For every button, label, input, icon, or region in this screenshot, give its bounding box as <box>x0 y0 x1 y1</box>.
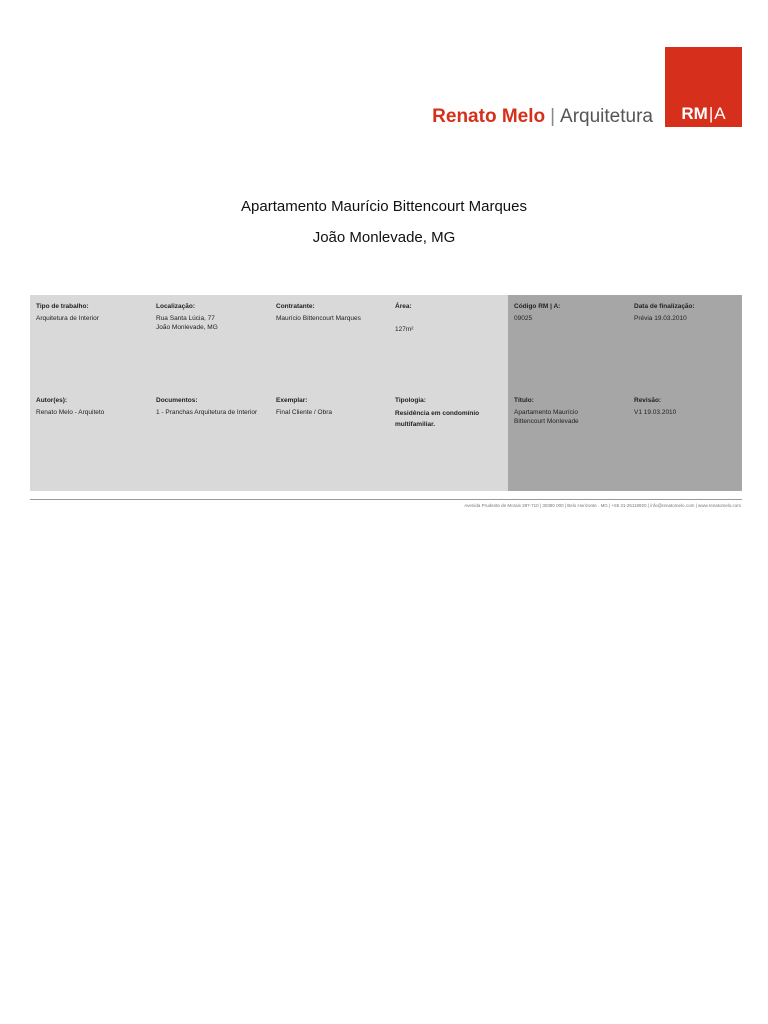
info-value: Apartamento Maurício Bittencourt Monlevade <box>514 409 579 425</box>
info-value: 09025 <box>514 315 533 322</box>
info-label: Data de finalização: <box>634 303 695 310</box>
info-value: Renato Melo - Arquiteto <box>36 409 105 416</box>
info-cell-location <box>156 302 268 332</box>
footer-contact: Avenida Prudente de Morais 287-710 | 30380 000 | Belo Horizonte . MG | +55 31-25118920 | info@renatomelo.com | www.renatomelo.com <box>464 503 741 508</box>
info-value: Rua Santa Lúcia, 77 João Monlevade, MG <box>156 315 218 331</box>
info-cell-typology <box>395 396 485 430</box>
footer-divider <box>30 499 742 500</box>
brand-logo-bar: | <box>708 104 714 123</box>
info-cell-work-type <box>36 302 148 323</box>
info-cell-copy <box>276 396 388 417</box>
info-cell-code <box>514 302 626 323</box>
info-cell-area <box>395 302 507 334</box>
info-cell-revision <box>634 396 746 417</box>
info-label: Título: <box>514 397 534 404</box>
info-cell-documents <box>156 396 268 417</box>
info-label: Documentos: <box>156 397 198 404</box>
info-label: Área: <box>395 303 412 310</box>
info-label: Contratante: <box>276 303 315 310</box>
info-label: Tipologia: <box>395 397 426 404</box>
info-label: Localização: <box>156 303 196 310</box>
document-location: João Monlevade, MG <box>312 229 456 246</box>
info-value: Arquitetura de Interior <box>36 315 99 322</box>
info-label: Código RM | A: <box>514 303 561 310</box>
info-label: Revisão: <box>634 397 662 404</box>
info-cell-client <box>276 302 388 323</box>
project-code-panel <box>508 295 742 491</box>
info-cell-completion-date <box>634 302 746 323</box>
brand-logo-rm: RM <box>681 104 708 123</box>
info-value: Final Cliente / Obra <box>276 409 332 416</box>
brand-separator: | <box>550 106 556 127</box>
info-value: V1 19.03.2010 <box>634 409 677 416</box>
info-value: Residência em condomínio multifamiliar. <box>395 410 480 428</box>
info-value: 1 - Pranchas Arquitetura de Interior <box>156 409 258 416</box>
brand-header <box>432 106 653 128</box>
info-value: 127m² <box>395 326 414 333</box>
brand-subtitle: Arquitetura <box>560 106 653 127</box>
info-value: Prévia 19.03.2010 <box>634 315 687 322</box>
project-info-panel <box>30 295 742 491</box>
document-title: Apartamento Maurício Bittencourt Marques <box>241 198 527 215</box>
info-cell-authors <box>36 396 148 417</box>
info-cell-title <box>514 396 609 426</box>
info-value: Maurício Bittencourt Marques <box>276 315 361 322</box>
brand-logo <box>665 47 742 127</box>
info-label: Tipo de trabalho: <box>36 303 89 310</box>
brand-logo-mark <box>665 104 742 124</box>
brand-name: Renato Melo <box>432 106 546 127</box>
brand-logo-a: A <box>714 104 726 123</box>
info-label: Autor(es): <box>36 397 68 404</box>
info-label: Exemplar: <box>276 397 308 404</box>
